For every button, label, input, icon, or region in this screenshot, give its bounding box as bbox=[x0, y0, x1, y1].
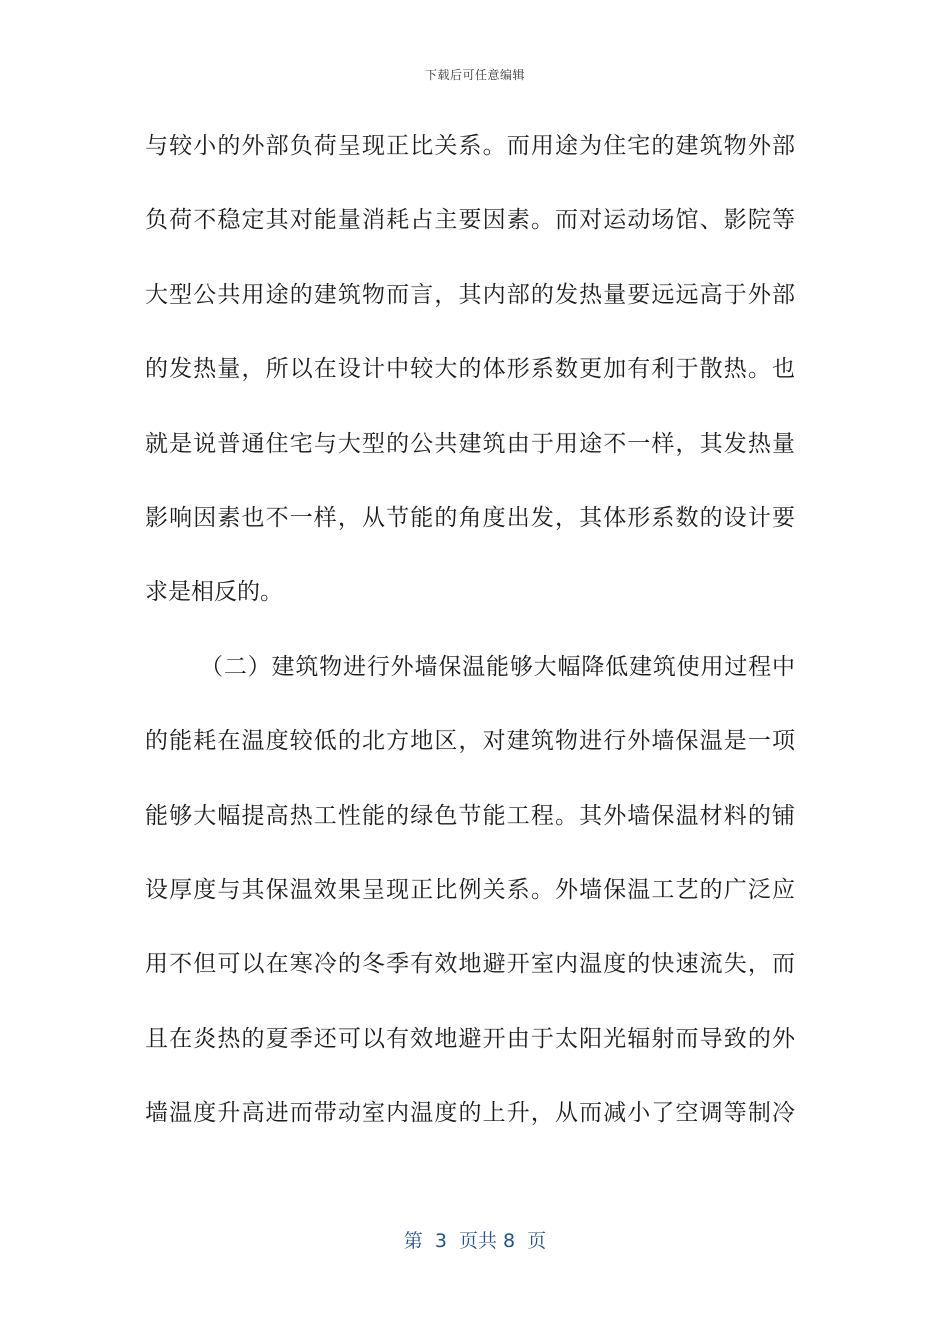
header-note: 下载后可任意编辑 bbox=[424, 68, 525, 82]
text-line: 与较小的外部负荷呈现正比关系。而用途为住宅的建筑物外部 bbox=[145, 133, 795, 159]
text-line: 负荷不稳定其对能量消耗占主要因素。而对运动场馆、影院等 bbox=[145, 207, 795, 234]
text-line: 能够大幅提高热工性能的绿色节能工程。其外墙保温材料的铺 bbox=[145, 802, 795, 829]
paragraph-2 bbox=[145, 641, 795, 1162]
text-line: 影响因素也不一样，从节能的角度出发，其体形系数的设计要 bbox=[145, 504, 795, 531]
page-number: 第 3 页共 8 页 bbox=[403, 1230, 547, 1252]
text-line: 就是说普通住宅与大型的公共建筑由于用途不一样，其发热量 bbox=[145, 430, 795, 457]
text-line: 墙温度升高进而带动室内温度的上升，从而减小了空调等制冷 bbox=[145, 1100, 795, 1127]
document-body bbox=[145, 120, 795, 1161]
text-line: 且在炎热的夏季还可以有效地避开由于太阳光辐射而导致的外 bbox=[145, 1025, 795, 1052]
text-line: 用不但可以在寒冷的冬季有效地避开室内温度的快速流失，而 bbox=[145, 951, 795, 978]
text-line: 的能耗在温度较低的北方地区，对建筑物进行外墙保温是一项 bbox=[145, 728, 795, 755]
text-line: 设厚度与其保温效果呈现正比例关系。外墙保温工艺的广泛应 bbox=[145, 876, 795, 903]
text-line: 大型公共用途的建筑物而言，其内部的发热量要远远高于外部 bbox=[145, 281, 795, 308]
text-line: （二）建筑物进行外墙保温能够大幅降低建筑使用过程中 bbox=[200, 653, 795, 680]
text-line: 求是相反的。 bbox=[145, 579, 283, 606]
text-line: 的发热量，所以在设计中较大的体形系数更加有利于散热。也 bbox=[145, 356, 795, 383]
paragraph-1 bbox=[145, 120, 795, 641]
